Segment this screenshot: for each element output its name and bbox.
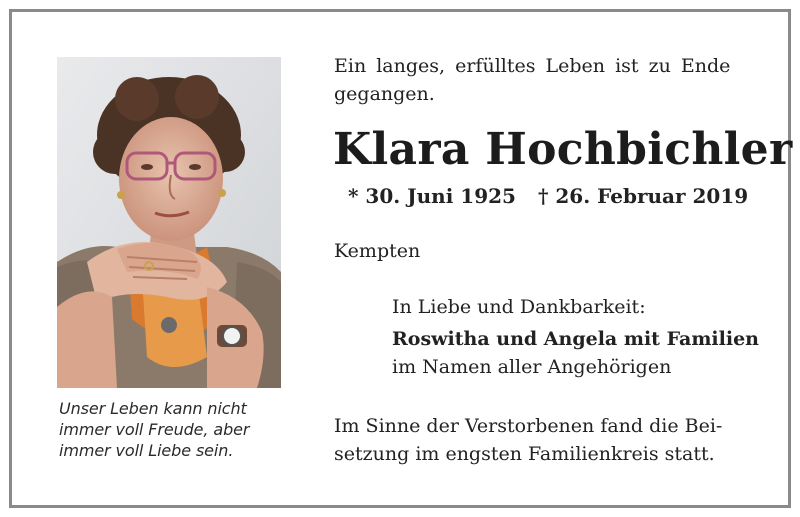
life-dates <box>348 184 748 208</box>
death-date: † 26. Februar 2019 <box>537 184 749 208</box>
caption-line: immer voll Liebe sein. <box>59 441 234 460</box>
photo-caption <box>59 398 289 461</box>
funeral-notice <box>334 412 754 468</box>
portrait-photo-image <box>57 57 281 388</box>
mourners-block <box>392 293 762 381</box>
birth-date: * 30. Juni 1925 <box>348 184 516 208</box>
intro-line: gegangen. <box>334 83 435 105</box>
mourners-relatives: im Namen aller Angehörigen <box>392 356 672 378</box>
mourners-intro: In Liebe und Dankbarkeit: <box>392 296 646 318</box>
notice-line: setzung im engsten Familienkreis statt. <box>334 443 715 465</box>
portrait-photo <box>57 57 281 388</box>
intro-line: Ein langes, erfülltes Leben ist zu Ende <box>334 55 731 77</box>
deceased-name: Klara Hochbichler <box>333 124 793 175</box>
intro-text <box>334 52 754 108</box>
place-name: Kempten <box>334 240 421 262</box>
caption-line: Unser Leben kann nicht <box>59 399 247 418</box>
notice-line: Im Sinne der Verstorbenen fand die Bei- <box>334 415 723 437</box>
caption-line: immer voll Freude, aber <box>59 420 250 439</box>
mourners-names: Roswitha und Angela mit Familien <box>392 328 759 350</box>
